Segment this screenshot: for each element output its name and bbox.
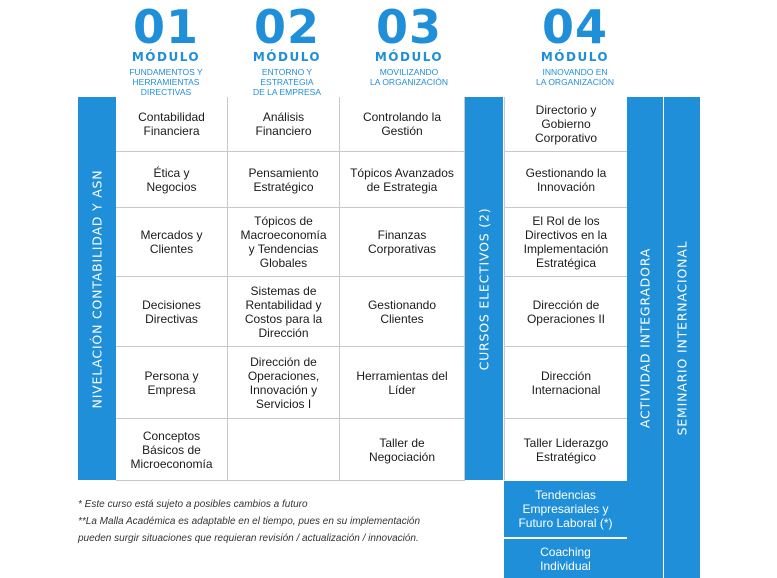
grid-border: [116, 480, 465, 481]
course-cell: Análisis Financiero: [255, 110, 312, 138]
module-subtitle: INNOVANDO EN LA ORGANIZACIÓN: [536, 67, 614, 87]
course-cell: Directorio y Gobierno Corporativo: [534, 103, 598, 145]
course-cell: Ética y Negocios: [146, 165, 197, 194]
course-cell: Taller de Negociación: [368, 435, 436, 464]
footnotes: [78, 496, 420, 547]
course-cell: [228, 419, 339, 480]
module-header-04: [516, 0, 634, 87]
actividad-bar: [627, 97, 663, 578]
tendencias-cell: Tendencias Empresariales y Futuro Laboral (*): [504, 481, 627, 537]
nivelacion-bar: [78, 97, 116, 480]
course-cell: El Rol de los Directivos en la Implementación Estratégica: [523, 214, 609, 270]
seminario-label: SEMINARIO INTERNACIONAL: [674, 240, 690, 435]
course-cell: Gestionando la Innovación: [525, 165, 607, 194]
coaching-cell: Coaching Individual: [504, 538, 627, 578]
course-cell: Mercados y Clientes: [140, 228, 203, 256]
course-cell: Gestionando Clientes: [367, 297, 437, 326]
course-cell: Persona y Empresa: [144, 368, 199, 397]
course-cell: Sistemas de Rentabilidad y Costos para la Dirección: [244, 283, 323, 340]
module-number: 01: [132, 0, 199, 54]
module-number: 04: [541, 0, 608, 54]
course-cell: Taller Liderazgo Estratégico: [523, 435, 609, 464]
course-cell: Herramientas del Líder: [356, 368, 448, 397]
course-cell: Contabilidad Financiera: [138, 110, 205, 138]
module-subtitle: ENTORNO Y ESTRATEGIA DE LA EMPRESA: [252, 67, 322, 97]
nivelacion-label: NIVELACIÓN CONTABILIDAD Y ASN: [89, 169, 105, 408]
course-cell: Finanzas Corporativas: [367, 228, 437, 256]
electivos-label: CURSOS ELECTIVOS (2): [476, 207, 492, 370]
module-word: MÓDULO: [252, 50, 322, 64]
module-header-02: [234, 0, 340, 97]
module-number: 02: [253, 0, 320, 54]
module-header-03: [352, 0, 466, 87]
actividad-label: ACTIVIDAD INTEGRADORA: [637, 247, 653, 428]
module-word: MÓDULO: [131, 50, 201, 64]
course-cell: Dirección Internacional: [531, 368, 601, 397]
course-cell: Tópicos Avanzados de Estrategia: [350, 165, 454, 194]
course-cell: Tópicos de Macroeconomía y Tendencias Globales: [240, 214, 327, 270]
module-word: MÓDULO: [540, 50, 610, 64]
course-cell: Pensamiento Estratégico: [248, 165, 319, 194]
grid-border: [464, 97, 465, 480]
module-subtitle: FUNDAMENTOS Y HERRAMIENTAS DIRECTIVAS: [129, 67, 203, 97]
seminario-bar: [664, 97, 700, 578]
course-cell: Controlando la Gestión: [362, 110, 442, 138]
course-cell: Decisiones Directivas: [142, 297, 201, 326]
course-cell: Dirección de Operaciones II: [526, 297, 606, 326]
course-cell: Conceptos Básicos de Microeconomía: [130, 428, 213, 471]
electivos-bar: [465, 97, 503, 480]
footnote-1: * Este curso está sujeto a posibles cambios a futuro: [78, 499, 308, 510]
module-number: 03: [375, 0, 442, 54]
footnote-2: **La Malla Académica es adaptable en el tiempo, pues en su implementación: [78, 516, 421, 527]
course-cell: Dirección de Operaciones, Innovación y Servicios I: [247, 354, 320, 411]
footnote-3: pueden surgir situaciones que requieran revisión / actualización / innovación.: [78, 533, 419, 544]
module-subtitle: MOVILIZANDO LA ORGANIZACIÓN: [370, 67, 448, 87]
module-header-01: [118, 0, 214, 97]
module-word: MÓDULO: [374, 50, 444, 64]
